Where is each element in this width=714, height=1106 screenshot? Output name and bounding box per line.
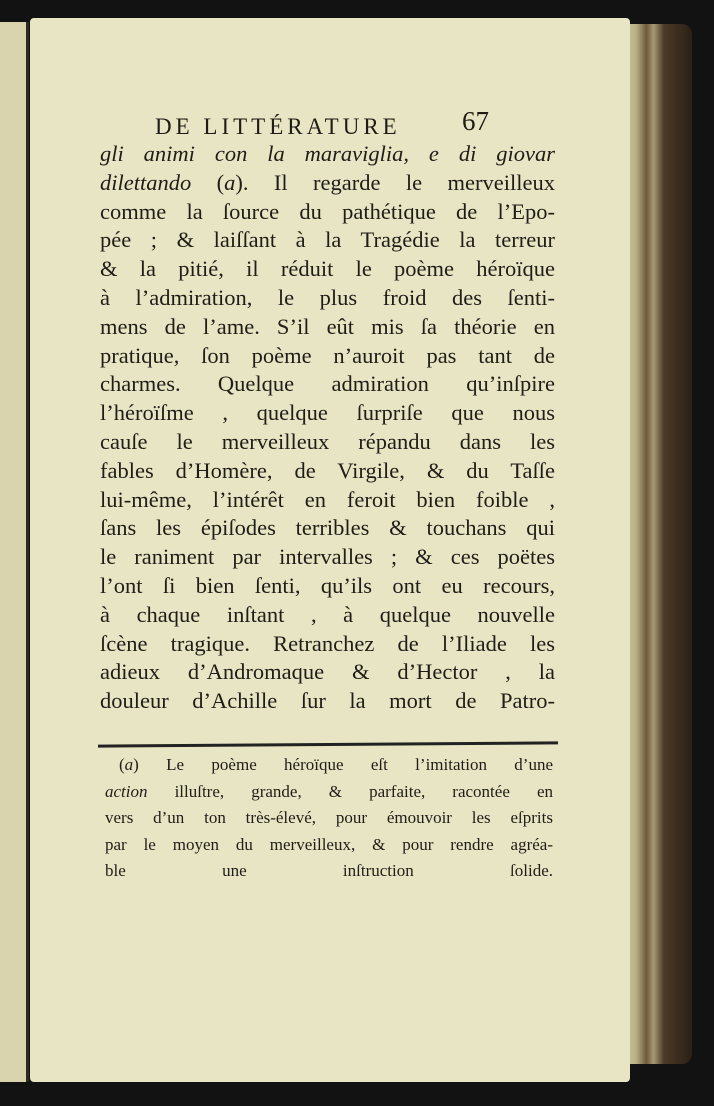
page-block-edges [622, 24, 692, 1064]
text-segment: pée ; & laiſſant à la Tragédie la terreur [100, 227, 555, 253]
text-line [100, 601, 555, 630]
text-segment: comme la ſource du pathétique de l’Epo- [100, 198, 555, 224]
text-segment: ( [119, 755, 125, 774]
text-segment: cauſe le merveilleux répandu dans les [100, 428, 555, 454]
text-segment: ). Il regarde le merveilleux [235, 169, 555, 195]
text-line [100, 428, 555, 457]
text-line [100, 486, 555, 515]
text-line [100, 687, 555, 716]
footnote-line [105, 858, 553, 885]
italic-text: a [124, 755, 134, 774]
text-line [100, 255, 555, 284]
text-segment: ſcène tragique. Retranchez de l’Iliade les [100, 630, 555, 656]
text-segment: ſans les épiſodes terribles & touchans qui [100, 515, 555, 541]
text-segment: adieux d’Andromaque & d’Hector , la [100, 659, 555, 685]
text-line [100, 140, 555, 169]
text-line [100, 514, 555, 543]
text-segment: pratique, ſon poème n’auroit pas tant de [100, 342, 555, 368]
text-line [100, 198, 555, 227]
text-segment: le raniment par intervalles ; & ces poëtes [100, 544, 555, 570]
text-line [100, 226, 555, 255]
footnote-line [105, 752, 553, 779]
italic-text: a [224, 169, 236, 195]
text-segment: ble une inſtruction ſolide. [105, 861, 553, 880]
page-number: 67 [462, 106, 489, 136]
text-line [100, 572, 555, 601]
text-line [100, 284, 555, 313]
footnote-line [105, 779, 553, 806]
text-segment: lui-même, l’intérêt en feroit bien foible , [100, 486, 555, 512]
facing-page-edge [0, 22, 29, 1082]
text-segment: charmes. Quelque admiration qu’inſpire [100, 371, 555, 397]
italic-text: gli animi con la maraviglia, e di giovar [100, 141, 555, 166]
italic-text: action [105, 781, 148, 801]
text-line [100, 543, 555, 572]
text-segment: illuſtre, grande, & parfaite, racontée en [147, 781, 553, 801]
text-line [100, 342, 555, 371]
text-line [100, 457, 555, 486]
text-segment: à chaque inſtant , à quelque nouvelle [100, 601, 555, 627]
footnote-line [105, 832, 553, 859]
text-line [100, 658, 555, 687]
text-segment: l’héroïſme , quelque ſurpriſe que nous [100, 400, 555, 426]
text-line [100, 370, 555, 399]
text-segment: ( [191, 169, 225, 195]
text-segment: mens de l’ame. S’il eût mis ſa théorie en [100, 313, 555, 339]
text-segment: ) Le poème héroïque eſt l’imitation d’une [133, 755, 553, 774]
text-line [100, 399, 555, 428]
text-segment: fables d’Homère, de Virgile, & du Taſſe [100, 457, 555, 483]
text-line [100, 630, 555, 659]
text-segment: vers d’un ton très-élevé, pour émouvoir les eſprits [105, 808, 553, 827]
text-line [100, 169, 555, 198]
text-segment: à l’admiration, le plus froid des ſenti- [100, 284, 555, 310]
text-segment: & la pitié, il réduit le poème héroïque [100, 256, 555, 282]
footnote-line [105, 805, 553, 832]
text-line [100, 313, 555, 342]
footnote [105, 752, 553, 885]
body-text [100, 140, 555, 716]
text-segment: par le moyen du merveilleux, & pour rendre agréa- [105, 834, 553, 854]
text-segment: douleur d’Achille ſur la mort de Patro- [100, 688, 555, 714]
running-title: DE LITTÉRATURE [155, 114, 401, 139]
text-segment: l’ont ſi bien ſenti, qu’ils ont eu recours, [100, 572, 555, 598]
italic-text: dilettando [100, 169, 192, 195]
